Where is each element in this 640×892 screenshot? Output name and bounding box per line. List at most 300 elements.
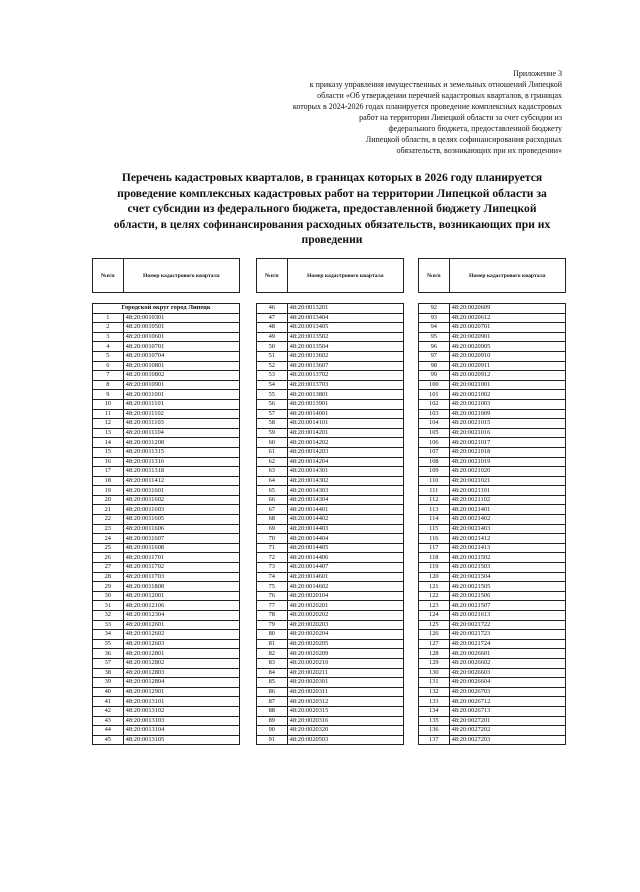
cadastral-quarter: 48:20:0014202 — [287, 438, 403, 448]
table-row — [419, 524, 566, 534]
table-row — [257, 649, 404, 659]
row-number: 20 — [93, 495, 124, 505]
cadastral-quarter: 48:20:0020912 — [449, 371, 565, 381]
table-row — [419, 697, 566, 707]
table-row — [93, 390, 240, 400]
table-row — [93, 438, 240, 448]
table-row — [93, 687, 240, 697]
table-row — [257, 668, 404, 678]
row-number: 134 — [419, 706, 450, 716]
row-number: 124 — [419, 611, 450, 621]
cadastral-quarter: 48:20:0021017 — [449, 438, 565, 448]
table-row — [257, 524, 404, 534]
row-number: 8 — [93, 380, 124, 390]
row-number: 73 — [257, 563, 288, 573]
table-row — [257, 342, 404, 352]
row-number: 136 — [419, 726, 450, 736]
table-row — [257, 582, 404, 592]
row-number: 82 — [257, 649, 288, 659]
row-number: 62 — [257, 457, 288, 467]
cadastral-quarter: 48:20:0012601 — [123, 620, 239, 630]
table-row — [93, 399, 240, 409]
cadastral-quarter: 48:20:0020316 — [287, 716, 403, 726]
cadastral-quarter: 48:20:0011602 — [123, 495, 239, 505]
appendix-line: работ на территории Липецкой области за счет субсидии из — [359, 113, 562, 122]
cadastral-quarter: 48:20:0014602 — [287, 582, 403, 592]
cadastral-quarter: 48:20:0014407 — [287, 563, 403, 573]
table-row — [419, 668, 566, 678]
table-row — [257, 476, 404, 486]
row-number: 49 — [257, 332, 288, 342]
cadastral-quarter: 48:20:0020315 — [287, 706, 403, 716]
table-row — [419, 304, 566, 314]
table-row — [419, 639, 566, 649]
row-number: 61 — [257, 447, 288, 457]
table-row — [419, 505, 566, 515]
cadastral-quarter: 48:20:0013607 — [287, 361, 403, 371]
row-number: 63 — [257, 467, 288, 477]
row-number: 54 — [257, 380, 288, 390]
table-row — [257, 687, 404, 697]
cadastral-quarter: 48:20:0027201 — [449, 716, 565, 726]
table-row — [419, 371, 566, 381]
row-number: 30 — [93, 591, 124, 601]
cadastral-quarter: 48:20:0010501 — [123, 323, 239, 333]
row-number: 86 — [257, 687, 288, 697]
row-number: 41 — [93, 697, 124, 707]
cadastral-quarter: 48:20:0014101 — [287, 419, 403, 429]
row-number: 59 — [257, 428, 288, 438]
table-row — [419, 591, 566, 601]
cadastral-quarter: 48:20:0021002 — [449, 390, 565, 400]
row-number: 15 — [93, 447, 124, 457]
table-row — [93, 323, 240, 333]
table-row — [93, 553, 240, 563]
table-row — [419, 601, 566, 611]
table-row — [419, 361, 566, 371]
row-number: 38 — [93, 668, 124, 678]
cadastral-quarter: 48:20:0011104 — [123, 428, 239, 438]
cadastral-quarter: 48:20:0020320 — [287, 726, 403, 736]
row-number: 118 — [419, 553, 450, 563]
row-number: 18 — [93, 476, 124, 486]
cadastral-quarter: 48:20:0012603 — [123, 639, 239, 649]
cadastral-quarter: 48:20:0012602 — [123, 630, 239, 640]
cadastral-quarter: 48:20:0020204 — [287, 630, 403, 640]
cadastral-quarter: 48:20:0014405 — [287, 543, 403, 553]
cadastral-quarter: 48:20:0026604 — [449, 678, 565, 688]
row-number: 69 — [257, 524, 288, 534]
table-row — [257, 467, 404, 477]
row-number: 130 — [419, 668, 450, 678]
row-number: 9 — [93, 390, 124, 400]
appendix-line: федерального бюджета, предоставленной бюджету — [388, 124, 562, 133]
row-number: 17 — [93, 467, 124, 477]
row-number: 23 — [93, 524, 124, 534]
cadastral-quarter: 48:20:0021402 — [449, 515, 565, 525]
row-number: 133 — [419, 697, 450, 707]
table-row — [257, 505, 404, 515]
row-number: 105 — [419, 428, 450, 438]
row-number: 53 — [257, 371, 288, 381]
table-row — [419, 419, 566, 429]
cadastral-quarter: 48:20:0021016 — [449, 428, 565, 438]
table-row — [419, 332, 566, 342]
cadastral-quarter: 48:20:0026713 — [449, 706, 565, 716]
table-row — [257, 380, 404, 390]
table-row — [257, 428, 404, 438]
cadastral-quarter: 48:20:0020609 — [449, 304, 565, 314]
cadastral-quarter: 48:20:0021507 — [449, 601, 565, 611]
table-row — [257, 639, 404, 649]
cadastral-quarter: 48:20:0012803 — [123, 668, 239, 678]
cadastral-quarter: 48:20:0011316 — [123, 457, 239, 467]
row-number: 44 — [93, 726, 124, 736]
table-row — [419, 486, 566, 496]
row-number: 60 — [257, 438, 288, 448]
row-number: 28 — [93, 572, 124, 582]
row-number: 127 — [419, 639, 450, 649]
table-row — [419, 678, 566, 688]
cadastral-quarter: 48:20:0013502 — [287, 332, 403, 342]
table-row — [419, 563, 566, 573]
table-row — [93, 515, 240, 525]
row-number: 94 — [419, 323, 450, 333]
cadastral-quarter: 48:20:0026712 — [449, 697, 565, 707]
table-row — [93, 582, 240, 592]
table-row — [93, 495, 240, 505]
table-row — [93, 457, 240, 467]
table-row — [93, 380, 240, 390]
row-number: 16 — [93, 457, 124, 467]
cadastral-quarter: 48:20:0013404 — [287, 313, 403, 323]
table-row — [419, 323, 566, 333]
cadastral-quarter: 48:20:0020910 — [449, 351, 565, 361]
table-row — [93, 371, 240, 381]
table-row — [257, 697, 404, 707]
table-row — [93, 534, 240, 544]
cadastral-quarter: 48:20:0013504 — [287, 342, 403, 352]
row-number: 103 — [419, 409, 450, 419]
row-number: 6 — [93, 361, 124, 371]
row-number: 37 — [93, 658, 124, 668]
row-number: 36 — [93, 649, 124, 659]
row-number: 74 — [257, 572, 288, 582]
cadastral-quarter: 48:20:0020312 — [287, 697, 403, 707]
cadastral-quarter: 48:20:0021506 — [449, 591, 565, 601]
cadastral-quarter: 48:20:0021504 — [449, 572, 565, 582]
cadastral-quarter: 48:20:0021613 — [449, 611, 565, 621]
cadastral-quarter: 48:20:0014204 — [287, 457, 403, 467]
row-number: 11 — [93, 409, 124, 419]
row-number: 1 — [93, 313, 124, 323]
row-number: 77 — [257, 601, 288, 611]
row-number: 56 — [257, 399, 288, 409]
table-row — [93, 591, 240, 601]
row-number: 64 — [257, 476, 288, 486]
row-number: 122 — [419, 591, 450, 601]
table-row — [257, 726, 404, 736]
table-row — [419, 495, 566, 505]
row-number: 91 — [257, 735, 288, 745]
table-row — [257, 706, 404, 716]
row-number: 84 — [257, 668, 288, 678]
row-number: 46 — [257, 304, 288, 314]
row-number: 137 — [419, 735, 450, 745]
row-number: 42 — [93, 706, 124, 716]
cadastral-quarter: 48:20:0011318 — [123, 467, 239, 477]
row-number: 33 — [93, 620, 124, 630]
row-number: 51 — [257, 351, 288, 361]
title-line: проведение комплексных кадастровых работ на территории Липецкой области за — [117, 186, 547, 200]
cadastral-quarter: 48:20:0020612 — [449, 313, 565, 323]
row-number: 116 — [419, 534, 450, 544]
cadastral-quarter: 48:20:0013105 — [123, 735, 239, 745]
row-number: 89 — [257, 716, 288, 726]
table-row — [93, 630, 240, 640]
table-row — [93, 658, 240, 668]
row-number: 99 — [419, 371, 450, 381]
table-row — [419, 438, 566, 448]
cadastral-quarter: 48:20:0011412 — [123, 476, 239, 486]
cadastral-quarter: 48:20:0021020 — [449, 467, 565, 477]
row-number: 24 — [93, 534, 124, 544]
cadastral-quarter: 48:20:0013104 — [123, 726, 239, 736]
cadastral-quarter: 48:20:0014203 — [287, 447, 403, 457]
cadastral-quarter: 48:20:0010802 — [123, 371, 239, 381]
cadastral-quarter: 48:20:0014201 — [287, 428, 403, 438]
row-number: 2 — [93, 323, 124, 333]
table-row — [257, 323, 404, 333]
row-number: 83 — [257, 658, 288, 668]
row-number: 75 — [257, 582, 288, 592]
table-row — [419, 457, 566, 467]
cadastral-quarter: 48:20:0026603 — [449, 668, 565, 678]
row-number: 7 — [93, 371, 124, 381]
row-number: 109 — [419, 467, 450, 477]
row-number: 68 — [257, 515, 288, 525]
table-row — [93, 505, 240, 515]
table-row — [93, 563, 240, 573]
row-number: 13 — [93, 428, 124, 438]
row-number: 132 — [419, 687, 450, 697]
cadastral-quarter: 48:20:0011001 — [123, 390, 239, 400]
spacer-row — [93, 293, 240, 304]
table-row — [419, 611, 566, 621]
cadastral-quarter: 48:20:0011603 — [123, 505, 239, 515]
cadastral-quarter: 48:20:0020901 — [449, 332, 565, 342]
header-num: №п/п — [257, 259, 288, 293]
table-row — [419, 515, 566, 525]
table-row — [93, 716, 240, 726]
table-row — [93, 726, 240, 736]
cadastral-quarter: 48:20:0014303 — [287, 486, 403, 496]
cadastral-quarter: 48:20:0026602 — [449, 658, 565, 668]
cadastral-quarter: 48:20:0011606 — [123, 524, 239, 534]
header-num: №п/п — [419, 259, 450, 293]
row-number: 121 — [419, 582, 450, 592]
table-row — [419, 658, 566, 668]
header-quarter: Номер кадастрового квартала — [123, 259, 239, 293]
row-number: 80 — [257, 630, 288, 640]
table-row — [93, 668, 240, 678]
cadastral-quarter: 48:20:0011601 — [123, 486, 239, 496]
cadastral-quarter: 48:20:0027202 — [449, 726, 565, 736]
cadastral-quarter: 48:20:0026601 — [449, 649, 565, 659]
table-row — [419, 716, 566, 726]
row-number: 115 — [419, 524, 450, 534]
cadastral-quarter: 48:20:0021403 — [449, 524, 565, 534]
cadastral-quarter: 48:20:0021412 — [449, 534, 565, 544]
table-row — [257, 611, 404, 621]
row-number: 31 — [93, 601, 124, 611]
row-number: 114 — [419, 515, 450, 525]
table-row — [257, 534, 404, 544]
cadastral-quarter: 48:20:0021101 — [449, 486, 565, 496]
table-row — [93, 419, 240, 429]
cadastral-quarter: 48:20:0011101 — [123, 399, 239, 409]
table-row — [257, 332, 404, 342]
document-title — [84, 170, 580, 248]
cadastral-quarter: 48:20:0013901 — [287, 399, 403, 409]
cadastral-quarter: 48:20:0014601 — [287, 572, 403, 582]
cadastral-quarter: 48:20:0021723 — [449, 630, 565, 640]
table-row — [93, 611, 240, 621]
district-row — [93, 304, 240, 314]
row-number: 88 — [257, 706, 288, 716]
row-number: 32 — [93, 611, 124, 621]
table-row — [419, 428, 566, 438]
appendix-line: которых в 2024-2026 годах планируется проведение комплексных кадастровых — [292, 102, 562, 111]
cadastral-table-3 — [418, 258, 566, 745]
table-row — [93, 486, 240, 496]
table-row — [419, 447, 566, 457]
header-num: №п/п — [93, 259, 124, 293]
row-number: 131 — [419, 678, 450, 688]
table-row — [93, 342, 240, 352]
row-number: 92 — [419, 304, 450, 314]
cadastral-quarter: 48:20:0011103 — [123, 419, 239, 429]
row-number: 85 — [257, 678, 288, 688]
cadastral-quarter: 48:20:0020301 — [287, 678, 403, 688]
row-number: 113 — [419, 505, 450, 515]
row-number: 76 — [257, 591, 288, 601]
row-number: 48 — [257, 323, 288, 333]
cadastral-quarter: 48:20:0012802 — [123, 658, 239, 668]
row-number: 5 — [93, 351, 124, 361]
row-number: 4 — [93, 342, 124, 352]
table-row — [257, 515, 404, 525]
row-number: 135 — [419, 716, 450, 726]
cadastral-quarter: 48:20:0021021 — [449, 476, 565, 486]
table-row — [257, 658, 404, 668]
row-number: 102 — [419, 399, 450, 409]
row-number: 19 — [93, 486, 124, 496]
row-number: 111 — [419, 486, 450, 496]
cadastral-quarter: 48:20:0011607 — [123, 534, 239, 544]
cadastral-quarter: 48:20:0020104 — [287, 591, 403, 601]
row-number: 96 — [419, 342, 450, 352]
cadastral-quarter: 48:20:0014302 — [287, 476, 403, 486]
table-row — [257, 553, 404, 563]
cadastral-quarter: 48:20:0020911 — [449, 361, 565, 371]
table-row — [257, 735, 404, 745]
row-number: 57 — [257, 409, 288, 419]
cadastral-quarter: 48:20:0012801 — [123, 649, 239, 659]
table-row — [419, 534, 566, 544]
row-number: 81 — [257, 639, 288, 649]
row-number: 126 — [419, 630, 450, 640]
row-number: 128 — [419, 649, 450, 659]
cadastral-quarter: 48:20:0011702 — [123, 563, 239, 573]
cadastral-quarter: 48:20:0021503 — [449, 563, 565, 573]
row-number: 119 — [419, 563, 450, 573]
header-quarter: Номер кадастрового квартала — [287, 259, 403, 293]
row-number: 129 — [419, 658, 450, 668]
cadastral-quarter: 48:20:0013703 — [287, 380, 403, 390]
table-row — [419, 630, 566, 640]
cadastral-quarter: 48:20:0020311 — [287, 687, 403, 697]
table-row — [257, 563, 404, 573]
row-number: 87 — [257, 697, 288, 707]
table-row — [93, 409, 240, 419]
table-row — [93, 639, 240, 649]
table-row — [93, 351, 240, 361]
table-row — [257, 313, 404, 323]
table-row — [419, 735, 566, 745]
table-row — [93, 620, 240, 630]
row-number: 67 — [257, 505, 288, 515]
row-number: 66 — [257, 495, 288, 505]
table-row — [93, 524, 240, 534]
table-row — [257, 351, 404, 361]
row-number: 22 — [93, 515, 124, 525]
row-number: 65 — [257, 486, 288, 496]
spacer-row — [257, 293, 404, 304]
row-number: 26 — [93, 553, 124, 563]
appendix-note — [250, 68, 562, 156]
cadastral-quarter: 48:20:0014401 — [287, 505, 403, 515]
cadastral-quarter: 48:20:0013102 — [123, 706, 239, 716]
cadastral-quarter: 48:20:0020201 — [287, 601, 403, 611]
table-row — [257, 438, 404, 448]
table-row — [419, 409, 566, 419]
table-row — [93, 332, 240, 342]
table-row — [419, 543, 566, 553]
cadastral-quarter: 48:20:0011208 — [123, 438, 239, 448]
cadastral-quarter: 48:20:0020905 — [449, 342, 565, 352]
table-row — [419, 582, 566, 592]
table-row — [93, 697, 240, 707]
cadastral-quarter: 48:20:0014404 — [287, 534, 403, 544]
table-row — [419, 649, 566, 659]
cadastral-quarter: 48:20:0020209 — [287, 649, 403, 659]
table-row — [419, 620, 566, 630]
cadastral-quarter: 48:20:0014402 — [287, 515, 403, 525]
row-number: 55 — [257, 390, 288, 400]
table-row — [93, 572, 240, 582]
cadastral-quarter: 48:20:0010901 — [123, 380, 239, 390]
cadastral-quarter: 48:20:0010704 — [123, 351, 239, 361]
row-number: 43 — [93, 716, 124, 726]
row-number: 10 — [93, 399, 124, 409]
cadastral-quarter: 48:20:0021003 — [449, 399, 565, 409]
table-row — [257, 495, 404, 505]
appendix-line: области «Об утверждении перечней кадастровых кварталов, в границах — [317, 91, 562, 100]
cadastral-quarter: 48:20:0013801 — [287, 390, 403, 400]
cadastral-quarter: 48:20:0010701 — [123, 342, 239, 352]
row-number: 117 — [419, 543, 450, 553]
